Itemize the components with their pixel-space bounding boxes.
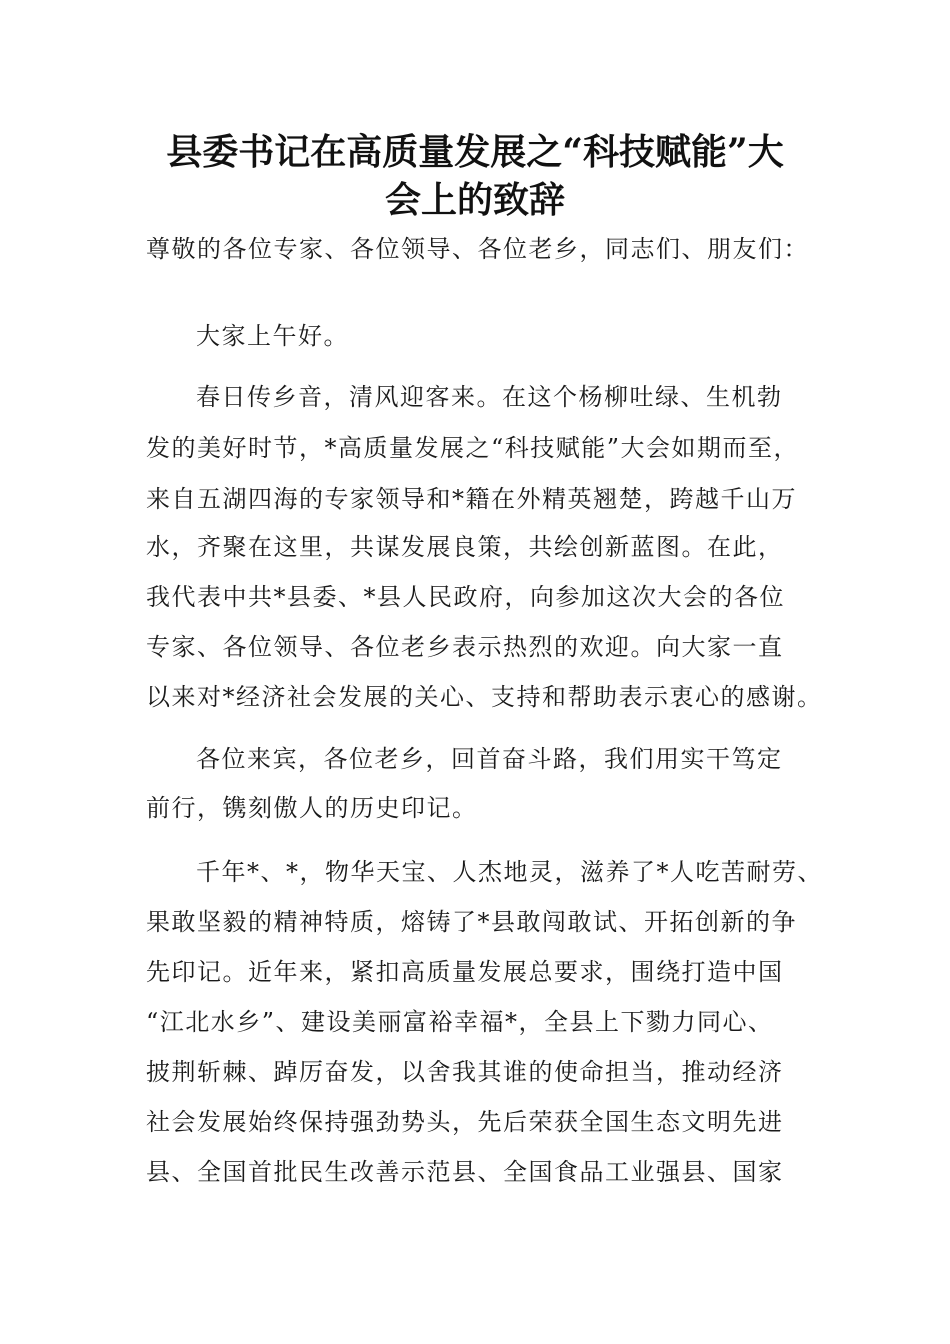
paragraph-3-line-6: 社会发展始终保持强劲势头，先后荣获全国生态文明先进 (146, 1108, 784, 1136)
paragraph-1-line-3: 来自五湖四海的专家领导和*籍在外精英翘楚，跨越千山万 (146, 485, 797, 513)
paragraph-1-line-1: 春日传乡音，清风迎客来。在这个杨柳吐绿、生机勃 (196, 383, 783, 411)
paragraph-3-line-3: 先印记。近年来，紧扣高质量发展总要求，围绕打造中国 (146, 958, 784, 986)
paragraph-2-line-2: 前行，镌刻傲人的历史印记。 (146, 794, 478, 822)
paragraph-3-line-1: 千年*、*，物华天宝、人杰地灵，滋养了*人吃苦耐劳、 (196, 858, 823, 886)
paragraph-3-line-4: “江北水乡”、建设美丽富裕幸福*，全县上下勠力同心、 (146, 1008, 774, 1036)
paragraph-1-line-7: 以来对*经济社会发展的关心、支持和帮助表示衷心的感谢。 (146, 683, 823, 711)
paragraph-1-line-5: 我代表中共*县委、*县人民政府，向参加这次大会的各位 (146, 583, 785, 611)
document-title-line-2: 会上的致辞 (384, 179, 565, 221)
greeting-line: 大家上午好。 (196, 322, 349, 350)
paragraph-1-line-4: 水，齐聚在这里，共谋发展良策，共绘创新蓝图。在此， (146, 533, 784, 561)
paragraph-1-line-6: 专家、各位领导、各位老乡表示热烈的欢迎。向大家一直 (146, 633, 784, 661)
paragraph-1-line-2: 发的美好时节，*高质量发展之“科技赋能”大会如期而至， (146, 434, 800, 462)
salutation-line: 尊敬的各位专家、各位领导、各位老乡，同志们、朋友们： (146, 235, 809, 263)
paragraph-3-line-2: 果敢坚毅的精神特质，熔铸了*县敢闯敢试、开拓创新的争 (146, 908, 797, 936)
paragraph-3-line-7: 县、全国首批民生改善示范县、全国食品工业强县、国家 (146, 1158, 784, 1186)
paragraph-2-line-1: 各位来宾，各位老乡，回首奋斗路，我们用实干笃定 (196, 745, 783, 773)
paragraph-3-line-5: 披荆斩棘、踔厉奋发，以舍我其谁的使命担当，推动经济 (146, 1058, 784, 1086)
document-title-line-1: 县委书记在高质量发展之“科技赋能”大 (166, 131, 784, 173)
